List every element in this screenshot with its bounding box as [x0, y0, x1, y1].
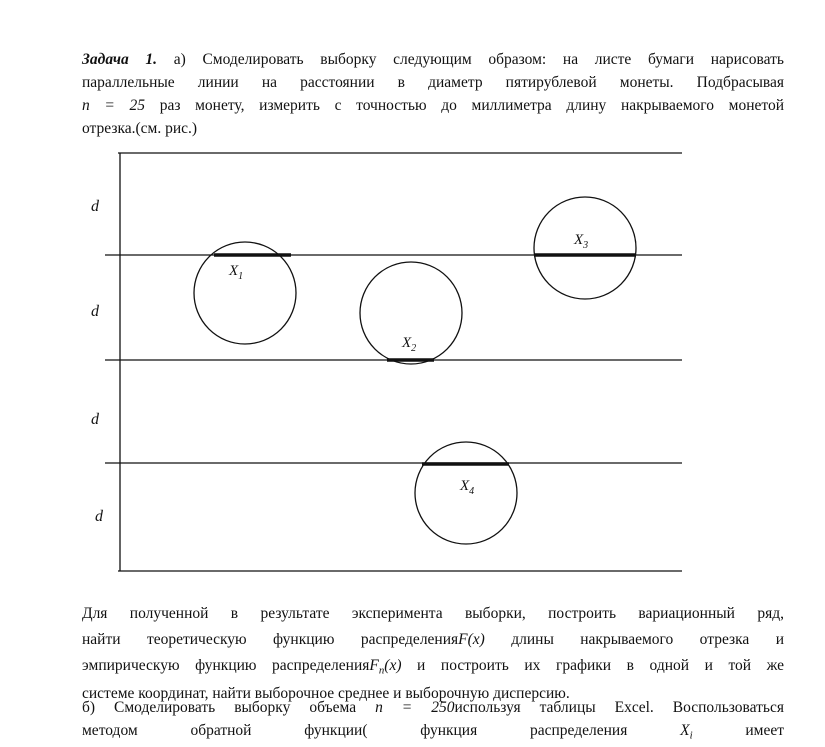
para3-line-1-b: используя таблицы Excel. Воспользоваться [454, 699, 784, 716]
label-x4: $X_4$ [460, 478, 475, 497]
word-method: методом [82, 722, 138, 739]
task-line-4: отрезка.(см. рис.) [82, 120, 198, 137]
label-x2: $X_2$ [402, 335, 417, 354]
instructions-paragraph [82, 601, 784, 705]
empirical-cdf: $F_n(x)$ [369, 657, 402, 677]
word-distribution: распределения [530, 722, 628, 739]
task-line-2: параллельные линии на расстоянии в диаметр пятирублевой монеты. Подбрасывая [82, 74, 784, 91]
n-expression: n = 25 [82, 97, 146, 114]
d-label-1: d [91, 198, 99, 215]
word-function-2: функция [420, 722, 478, 739]
task-title: Задача 1. [82, 51, 158, 68]
task-line-3-text: раз монету, измерить с точностью до миллиметра длину накрываемого монетой [159, 97, 784, 114]
coin-1 [194, 242, 296, 344]
para2-line-3-a: эмпирическую функцию распределения [82, 657, 370, 674]
para2-line-3 [82, 653, 784, 683]
label-x3: $X_3$ [574, 232, 589, 251]
n-250-expression: n = 250 [375, 699, 455, 716]
para2-line-2-b: длины накрываемого отрезка и [511, 631, 785, 648]
para3-line-1 [82, 696, 784, 719]
d-label-2: d [91, 303, 99, 320]
para2-line-4: системе координат, найти выборочное среднее и выборочную дисперсию. [82, 685, 570, 703]
xi-variable: $X_i$ имеет [680, 722, 784, 742]
word-function: функции( [304, 722, 368, 739]
para2-line-2-a: найти теоретическую функцию распределения [82, 631, 459, 648]
theoretical-cdf: F(x) [458, 631, 485, 648]
para3-line-2 [82, 719, 784, 747]
d-label-4: d [95, 508, 103, 525]
task-line-1-text: а) Смоделировать выборку следующим образом: на листе бумаги нарисовать [173, 51, 784, 68]
label-x1: $X_1$ [229, 263, 244, 282]
para3-line-1-a: б) Смоделировать выборку объема [82, 699, 357, 716]
para2-line-3-b: и построить их графики в одной и той же [417, 657, 785, 674]
part-b-paragraph [82, 696, 784, 747]
word-inverse: обратной [190, 722, 252, 739]
para2-line-1: Для полученной в результате эксперимента выборки, построить вариационный ряд, [82, 605, 784, 622]
para2-line-2 [82, 627, 784, 653]
d-label-3: d [91, 411, 99, 428]
